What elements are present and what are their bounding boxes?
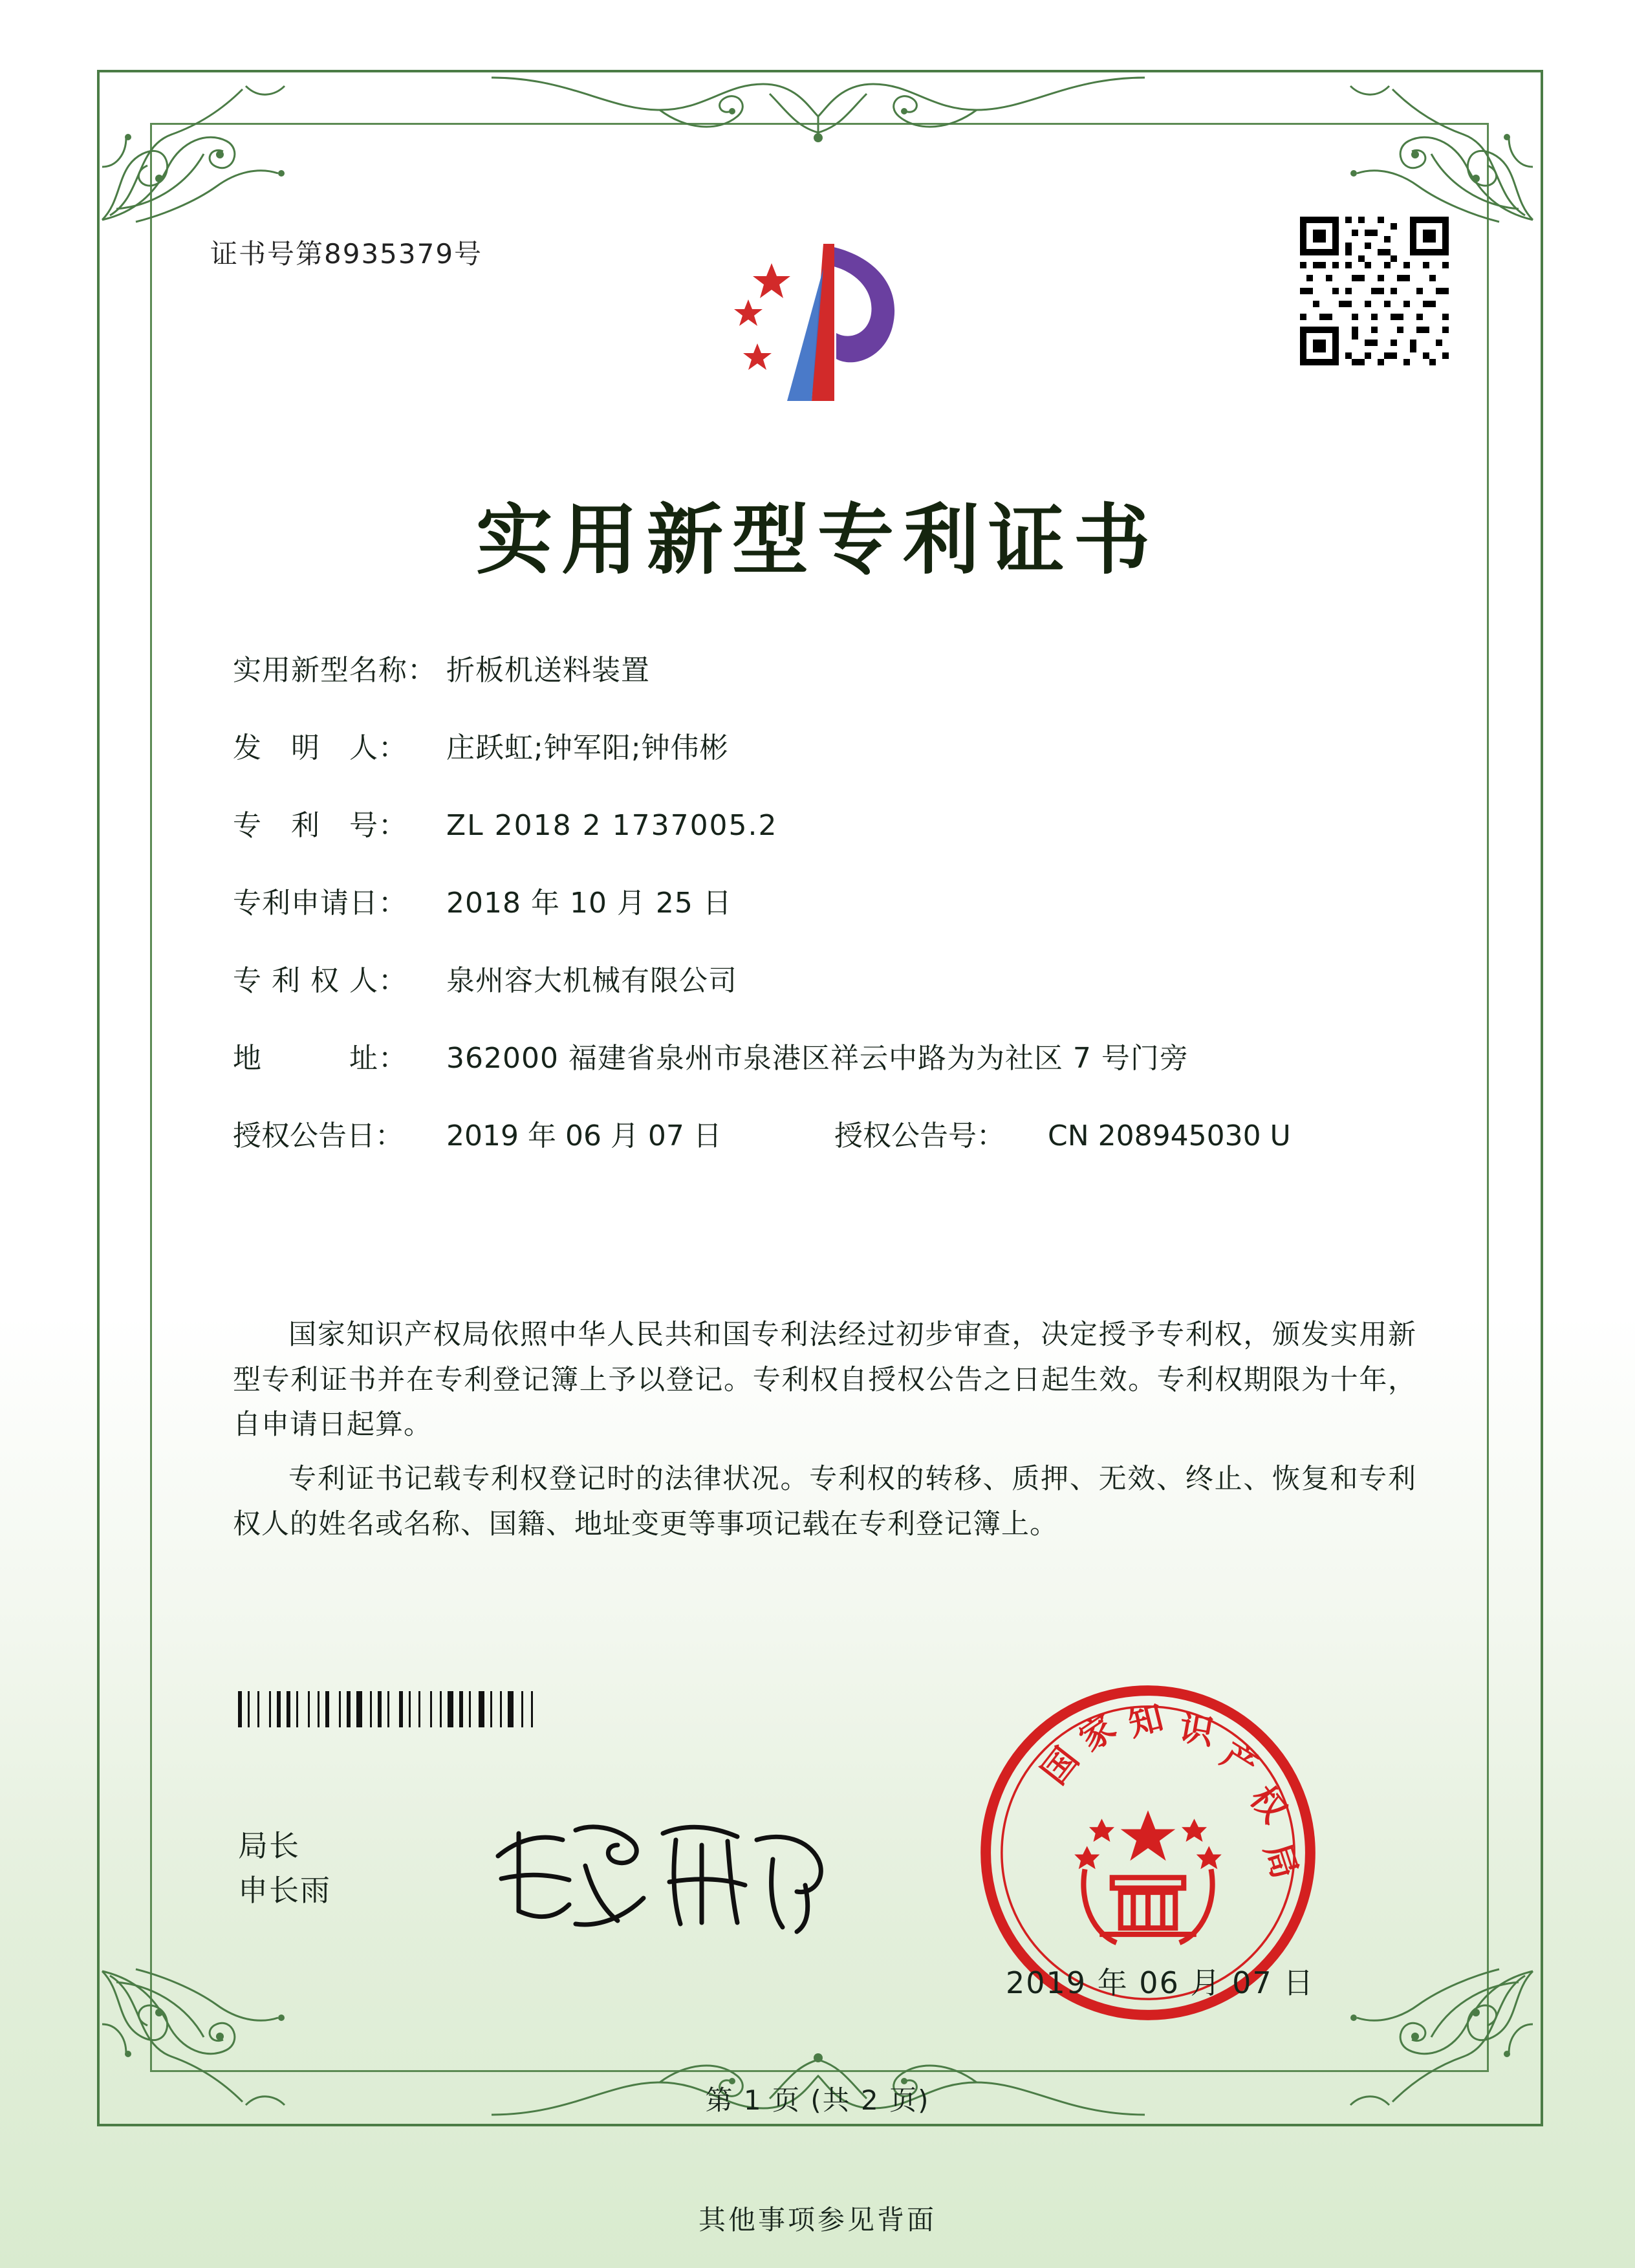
field-value: 2018 年 10 月 25 日 — [446, 887, 732, 920]
field-label: 实用新型名称： — [233, 654, 437, 687]
page-number: 第 1 页 (共 2 页) — [705, 2084, 930, 2116]
field-label: 授权公告号： — [834, 1119, 1005, 1152]
legal-paragraph: 国家知识产权局依照中华人民共和国专利法经过初步审查，决定授予专利权，颁发实用新型专利证书并在专利登记簿上予以登记。专利权自授权公告之日起生效。专利权期限为十年，自申请日起算。 — [233, 1319, 1416, 1442]
svg-text:局: 局 — [1256, 1838, 1306, 1884]
field-label: 授权公告日： — [233, 1119, 404, 1152]
svg-text:权: 权 — [1242, 1778, 1295, 1830]
field-grant-row — [233, 1112, 1423, 1154]
field-value: ZL 2018 2 1737005.2 — [446, 809, 778, 842]
seal-date: 2019 年 06 月 07 日 — [1006, 1965, 1315, 2000]
svg-text:国: 国 — [1034, 1740, 1087, 1792]
field-label: 专 利 号： — [233, 809, 407, 842]
certificate-number: 证书号第8935379号 — [210, 238, 483, 270]
field-grant-number — [834, 1112, 1291, 1154]
back-side-note: 其他事项参见背面 — [698, 2204, 937, 2236]
barcode-icon — [238, 1691, 638, 1727]
svg-text:产: 产 — [1214, 1734, 1265, 1787]
director-title-label: 局长 — [238, 1828, 300, 1863]
field-patentee — [233, 957, 1423, 999]
legal-paragraph: 专利证书记载专利权登记时的法律状况。专利权的转移、质押、无效、终止、恢复和专利权人的姓名或名称、国籍、地址变更等事项记载在专利登记簿上。 — [233, 1462, 1416, 1540]
field-value: CN 208945030 U — [1048, 1119, 1291, 1152]
svg-text:家: 家 — [1072, 1707, 1123, 1760]
field-list — [233, 647, 1423, 1190]
field-label: 发 明 人： — [233, 731, 407, 764]
field-value: 2019 年 06 月 07 日 — [446, 1119, 722, 1152]
handwritten-signature-icon — [479, 1795, 841, 1950]
qr-code-icon — [1294, 210, 1455, 372]
field-utility-model-name — [233, 647, 1423, 688]
field-inventors — [233, 724, 1423, 766]
field-value: 362000 福建省泉州市泉港区祥云中路为为社区 7 号门旁 — [446, 1042, 1189, 1075]
page-title: 实用新型专利证书 — [475, 495, 1159, 585]
field-value: 折板机送料装置 — [446, 654, 650, 687]
signature-block — [238, 1824, 331, 1913]
svg-text:识: 识 — [1176, 1707, 1217, 1753]
legal-text-block — [233, 1313, 1416, 1556]
field-label: 专 利 权 人： — [233, 964, 407, 997]
field-label: 专利申请日： — [233, 887, 407, 920]
field-patent-number — [233, 802, 1423, 843]
sipo-emblem-icon — [715, 230, 928, 424]
field-value: 庄跃虹;钟军阳;钟伟彬 — [446, 731, 729, 764]
field-address — [233, 1035, 1423, 1076]
field-label: 地 址： — [233, 1042, 407, 1075]
svg-text:知: 知 — [1124, 1697, 1167, 1745]
field-application-date — [233, 880, 1423, 921]
director-name-label: 申长雨 — [238, 1873, 331, 1908]
field-value: 泉州容大机械有限公司 — [446, 964, 737, 997]
field-grant-date — [233, 1112, 834, 1154]
